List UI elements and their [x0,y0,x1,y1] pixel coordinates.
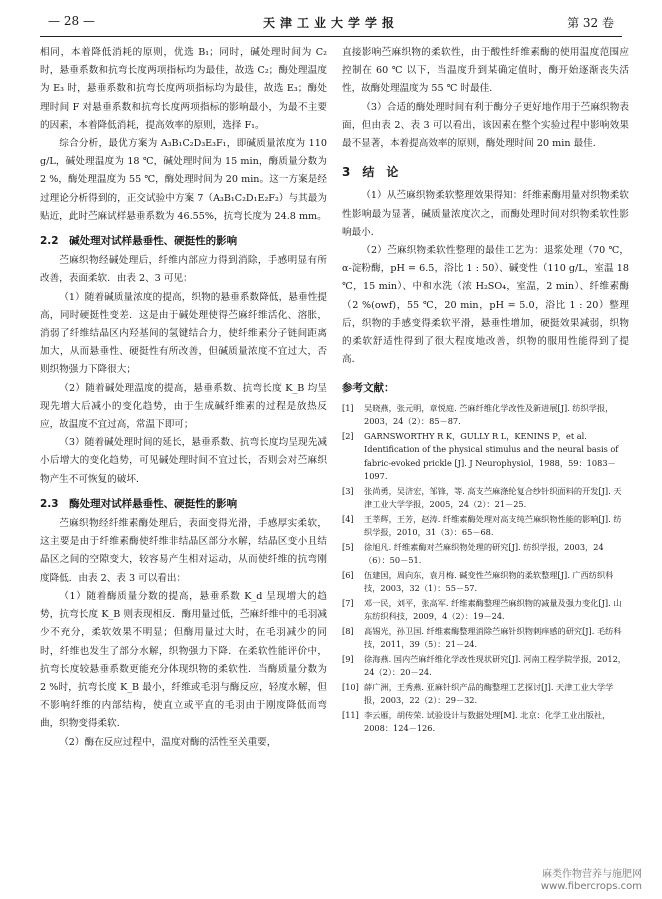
reference-text: 徐海燕. 国内苎麻纤维化学改性现状研究[J]. 河南工程学院学报，2012，24（2）：20－24. [364,653,626,678]
reference-text: 张尚勇，吴济宏，邹锋，等. 高支苎麻涤纶复合纱针织面料的开发[J]. 天津工业大学学报，2005，24（2）：21－25. [364,485,622,510]
reference-text: 邓一民，刘平，张高军. 纤维素酶整理苎麻织物的减量及强力变化[J]. 山东纺织科技，2009，4（2）：19－24. [364,597,622,622]
paragraph: （2）随着碱处理温度的提高，悬垂系数、抗弯长度 K_B 均呈现先增大后减小的变化趋势，由于生成碱纤维素的过程是放热反应，故温度不宜过高，常温下即可； [40,382,327,431]
reference-item [342,513,629,540]
reference-list [342,402,629,736]
paragraph: 相同，本着降低消耗的原则，优选 B₁；同时，碱处理时间为 C₂ 时，悬垂系数和抗弯长度两项指标均为最佳，故选 C₂；酶处理温度为 E₃ 时，悬垂系数和抗弯长度两项指标均为最佳，故选 E₃；酶处理时间 F 对悬垂系数和抗弯长度两项指标的影响最小，为最不主要的因素，本着降低消耗，提高效率的原则，选择 F₁。 [40,47,327,131]
paragraph: （1）随着酶质量分数的提高，悬垂系数 K_d 呈现增大的趋势，抗弯长度 K_B 则表现相反．酶用量过低，苎麻纤维中的毛羽减少不充分，柔软效果不明显；但酶用量过大时，在毛羽减少的同时，纤维也发生了部分水解，织物强力下降．在柔软性能评价中，抗弯长度较悬垂系数更能充分体现织物的柔软性．当酶质量分数为 2 %时，抗弯长度 K_B 最小，纤维或毛羽与酶反应，轻度水解，但不影响纤维的内部结构，使直立或平直的毛羽由于刚度降低而弯曲，织物变得柔软． [40,590,327,730]
reference-item [342,625,629,652]
paragraph: （2）苎麻织物柔软性整理的最佳工艺为：退浆处理（70 ℃，α-淀粉酶，pH = 6.5，浴比 1 : 50）、碱变性（110 g/L，室温 18 ℃，15 min）、中和水洗（浓 H₂SO₄，室温，2 min）、纤维素酶（2 %(owf)，55 ℃，20 min，pH = 5.0，浴比 1 : 20）整理后，织物的手感变得柔软平滑，悬垂性增加，硬挺效果减弱，织物的柔软舒适性得到了很大程度地改善，织物的服用性能得到了提高． [342,245,629,366]
reference-number: [4] [342,513,354,524]
paragraph: 直接影响苎麻织物的柔软性，由于酸性纤维素酶的使用温度范围应控制在 60 ℃ 以下，当温度升到某确定值时，酶开始逐渐丧失活性，故酶处理温度为 55 ℃ 时最佳． [342,47,629,95]
reference-text: 伍建国，周向东，袁月梅. 碱变性苎麻织物的柔软整理[J]. 广西纺织科技，2003，32（1）：55－57. [364,569,614,594]
references-title: 参考文献： [342,382,395,395]
section-heading-2-2: 2.2 碱处理对试样悬垂性、硬挺性的影响 [40,235,238,248]
reference-text: 吴晓燕，张元明，章悦庭. 苎麻纤维化学改性及新进展[J]. 纺织学报，2003，24（2）：85－87. [364,402,614,427]
paragraph: 苎麻织物经纤维素酶处理后，表面变得光滑，手感厚实柔软，这主要是由于纤维素酶使纤维非结晶区部分水解，结晶区变小且结晶区之间的空隙变大，较容易产生相对运动，从而使纤维的抗弯刚度降低．由表 2、表 3 可以看出： [40,518,327,584]
reference-item [342,402,629,429]
reference-number: [6] [342,569,354,580]
reference-number: [2] [342,430,354,441]
paragraph: （1）从苎麻织物柔软整理效果得知：纤维素酶用量对织物柔软性影响最为显著，碱质量浓度次之，而酶处理时间对织物柔软性影响最小． [342,190,629,238]
reference-number: [5] [342,541,354,552]
paragraph: 综合分析，最优方案为 A₃B₁C₂D₃E₃F₁，即碱质量浓度为 110 g/L，碱处理温度为 18 ℃，碱处理时间为 15 min，酶质量分数为 2 %，酶处理温度为 55 ℃，酶处理时间为 20 min。这一方案是经过理论分析得到的，正交试验中方案 7（A₃B₁C₂D₁E₂F₂）与其最为贴近，此时苎麻试样悬垂系数为 46.55%，抗弯长度为 24.8 mm。 [40,138,327,222]
reference-number: [10] [342,681,359,692]
reference-item [342,430,629,484]
page-number: — 28 — [48,14,95,28]
volume-label: 第 32 卷 [567,16,614,30]
reference-item [342,541,629,568]
right-column [342,44,629,737]
reference-number: [8] [342,625,354,636]
reference-number: [3] [342,485,354,496]
section-heading-2-3: 2.3 酶处理对试样悬垂性、硬挺性的影响 [40,497,238,510]
paragraph: 苎麻织物经碱处理后，纤维内部应力得到消除，手感明显有所改善，表面柔软．由表 2、3 可见： [40,255,327,285]
paragraph: （2）酶在反应过程中，温度对酶的活性至关重要， [59,736,277,748]
left-column [40,44,327,752]
reference-number: [9] [342,653,354,664]
reference-text: 高锡光，孙卫国. 纤维素酶整理消除苎麻针织物刺痒感的研究[J]. 毛纺科技，2011，39（5）：21－24. [364,625,622,650]
reference-text: GARNSWORTHY R K，GULLY R L，KENINS P，et al. Identification of the physical stimulus and the neural basis of fabric-evoked prickle [J]. J Neurophysiol，1988，59：1083－1097. [364,430,619,482]
section-heading-3: 3 结 论 [342,165,399,180]
reference-item [342,709,629,736]
reference-item [342,597,629,624]
reference-text: 薛广洲，王秀燕. 亚麻针织产品的酶整理工艺探讨[J]. 天津工业大学学报，2003，22（2）：29－32. [364,681,614,706]
paragraph: （1）随着碱质量浓度的提高，织物的悬垂系数降低，悬垂性提高，同时硬挺性变差．这是由于碱处理使得苎麻纤维活化、溶胀，消弱了纤维结晶区内羟基间的氢键结合力，使纤维素分子链间距离加大，从而悬垂性、硬挺性有所改善，但碱质量浓度不宜过大，否则织物强力下降很大； [40,291,327,376]
watermark-line-2: www.fibercrops.com [540,881,642,892]
reference-item [342,569,629,596]
reference-text: 王莘辉，王芳，赵涛. 纤维素酶处理对高支纯苎麻织物性能的影响[J]. 纺织学报，2010，31（3）：65－68. [364,513,622,538]
reference-text: 李云雁，胡传荣. 试验设计与数据处理[M]. 北京：化学工业出版社，2008：124－126. [364,709,611,734]
reference-text: 徐旭凡. 纤维素酶对苎麻织物处理的研究[J]. 纺织学报，2003，24（6）：50－51. [364,541,604,566]
watermark-line-1: 麻类作物营养与施肥网 [542,869,642,880]
reference-number: [11] [342,709,359,720]
reference-number: [1] [342,402,354,413]
header-rule [40,36,622,37]
paragraph: （3）合适的酶处理时间有利于酶分子更好地作用于苎麻织物表面，但由表 2、表 3 可以看出，该因素在整个实验过程中影响效果最不显著，本着提高效率的原则，酶处理时间 20 min 最佳． [342,101,629,150]
journal-title: 天津工业大学学报 [262,16,399,30]
site-watermark [541,869,642,893]
reference-item [342,653,629,680]
reference-item [342,485,629,512]
page-header [40,12,622,32]
reference-item [342,681,629,708]
paragraph: （3）随着碱处理时间的延长，悬垂系数、抗弯长度均呈现先减小后增大的变化趋势，可见碱处理时间不宜过长，否则会对苎麻织物产生不可恢复的破坏． [40,437,327,485]
reference-number: [7] [342,597,354,608]
